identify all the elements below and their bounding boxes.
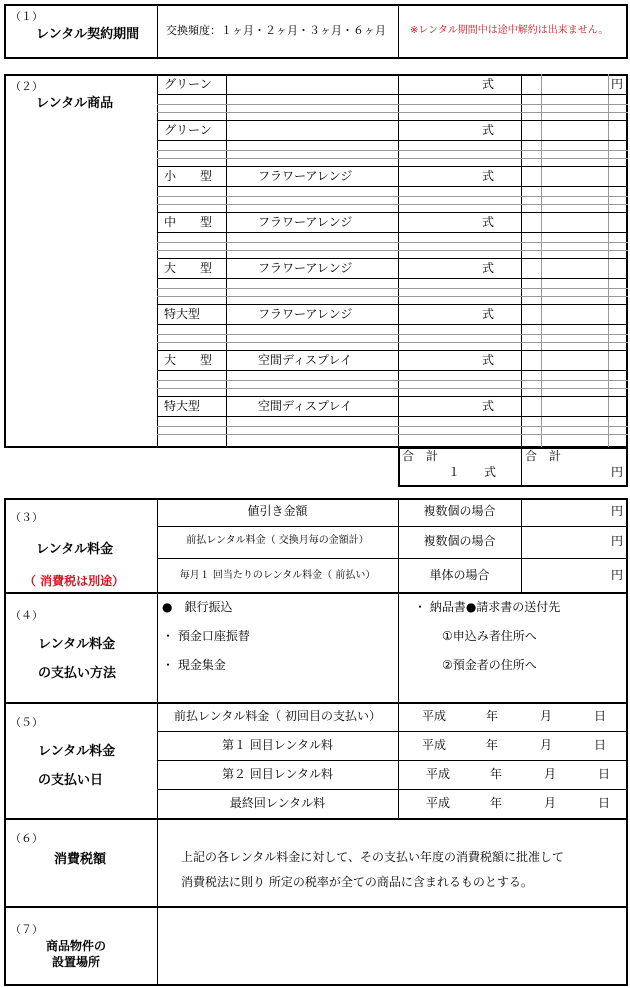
date-month: 月 <box>544 767 557 781</box>
fee-label: 前払レンタル料金（ 交換月毎の金額計） <box>186 535 369 546</box>
product-unit: 式 <box>482 169 495 183</box>
row-line <box>157 94 628 95</box>
row-line <box>157 296 628 297</box>
row-line <box>157 150 628 151</box>
date-year: 年 <box>486 709 499 723</box>
divider <box>157 558 628 559</box>
group-line <box>157 166 628 167</box>
row-line <box>157 426 628 427</box>
product-size: グリーン <box>164 77 212 91</box>
row-line <box>157 204 628 205</box>
total-quantity: １ 式 <box>448 465 497 479</box>
product-yen: 円 <box>611 77 624 91</box>
divider <box>157 760 628 761</box>
tax-statement-line2: 消費税法に則り 所定の税率が全ての商品に含まれるものとする。 <box>181 875 533 889</box>
section-number: （６） <box>10 832 43 845</box>
row-line <box>157 112 628 113</box>
divider <box>521 74 522 448</box>
group-line <box>157 350 628 351</box>
date-era: 平成 <box>422 709 447 723</box>
tax-statement-line1: 上記の各レンタル料金に対して、その支払い年度の消費税額に批准して <box>181 850 564 864</box>
date-era: 平成 <box>426 767 451 781</box>
divider <box>157 731 628 732</box>
row-line <box>157 158 628 159</box>
section-number: （１） <box>10 10 43 23</box>
section-number: （２） <box>10 80 43 93</box>
date-year: 年 <box>486 738 499 752</box>
delivery-option-applicant: ①申込み者住所へ <box>442 629 537 643</box>
row-line <box>157 140 628 141</box>
product-unit: 式 <box>482 399 495 413</box>
product-type: フラワーアレンジ <box>258 215 353 229</box>
product-type: フラワーアレンジ <box>258 169 353 183</box>
divider <box>541 74 542 448</box>
payment-date-label: 第２ 回目レンタル料 <box>221 767 334 781</box>
fee-label: 毎月１ 回当たりのレンタル料金（ 前払い） <box>179 570 376 581</box>
date-era: 平成 <box>422 738 447 752</box>
section-number: （５） <box>10 716 43 729</box>
product-size: グリーン <box>164 123 212 137</box>
divider <box>157 74 158 448</box>
group-line <box>157 120 628 121</box>
row-line <box>157 388 628 389</box>
divider <box>157 526 628 527</box>
group-line <box>157 258 628 259</box>
date-month: 月 <box>540 709 553 723</box>
date-day: 日 <box>594 738 607 752</box>
divider <box>4 592 628 594</box>
fee-case: 複数個の場合 <box>423 534 496 548</box>
product-unit: 式 <box>482 123 495 137</box>
section-title: レンタル料金 <box>36 542 114 557</box>
cancellation-note: ※レンタル期間中は途中解約は出来ません。 <box>410 25 609 36</box>
payment-date-label: 最終回レンタル料 <box>229 796 326 810</box>
exchange-frequency: 交換頻度：１ヶ月・２ヶ月・３ヶ月・６ヶ月 <box>166 24 386 37</box>
row-line <box>157 380 628 381</box>
product-type: フラワーアレンジ <box>258 307 353 321</box>
product-unit: 式 <box>482 215 495 229</box>
divider <box>157 789 628 790</box>
date-day: 日 <box>598 796 611 810</box>
fee-yen: 円 <box>611 504 624 518</box>
product-type: 空間ディスプレイ <box>258 399 352 413</box>
row-line <box>157 104 628 105</box>
product-size: 特大型 <box>164 399 201 413</box>
product-unit: 式 <box>482 353 495 367</box>
row-line <box>157 288 628 289</box>
delivery-option-depositor: ②預金者の住所へ <box>442 658 537 672</box>
row-line <box>157 342 628 343</box>
fee-case: 複数個の場合 <box>423 504 496 518</box>
fee-label: 値引き金額 <box>247 504 308 518</box>
product-size: 大 型 <box>164 353 213 367</box>
section-title: レンタル契約期間 <box>36 27 140 42</box>
section-title: の支払い方法 <box>38 666 117 681</box>
row-line <box>157 370 628 371</box>
row-line <box>157 250 628 251</box>
total-label: 合 計 <box>402 449 439 463</box>
date-month: 月 <box>544 796 557 810</box>
divider <box>398 74 399 448</box>
row-line <box>157 324 628 325</box>
product-unit: 式 <box>482 261 495 275</box>
date-day: 日 <box>598 767 611 781</box>
divider <box>521 447 522 487</box>
section-number: （４） <box>10 609 43 622</box>
section-number: （７） <box>10 923 43 936</box>
section-title: 商品物件の <box>46 939 107 953</box>
payment-date-label: 第１ 回目レンタル料 <box>221 738 334 752</box>
date-era: 平成 <box>426 796 451 810</box>
section-number: （３） <box>10 511 43 524</box>
total-label: 合 計 <box>525 449 562 463</box>
row-line <box>157 196 628 197</box>
section-title: 消費税額 <box>54 852 107 867</box>
payment-method-bank: ● 銀行振込 <box>162 600 233 614</box>
row-line <box>157 232 628 233</box>
row-line <box>157 278 628 279</box>
product-size: 特大型 <box>164 307 201 321</box>
product-size: 小 型 <box>164 169 213 183</box>
payment-method-cash: ・ 現金集金 <box>162 658 226 672</box>
date-year: 年 <box>490 767 503 781</box>
row-line <box>157 434 628 435</box>
delivery-title: ・ 納品書●請求書の送付先 <box>414 600 561 614</box>
group-line <box>157 304 628 305</box>
row-line <box>157 186 628 187</box>
fee-case: 単体の場合 <box>429 568 490 582</box>
section-title: 設置場所 <box>52 955 101 969</box>
section-title: レンタル商品 <box>36 96 114 111</box>
divider <box>4 818 628 820</box>
product-type: フラワーアレンジ <box>258 261 353 275</box>
row-line <box>157 416 628 417</box>
fee-yen: 円 <box>611 568 624 582</box>
divider <box>398 4 399 59</box>
section-title: の支払い日 <box>38 773 104 788</box>
payment-date-label: 前払レンタル料金（ 初回目の支払い） <box>173 709 382 723</box>
product-type: 空間ディスプレイ <box>258 353 352 367</box>
product-size: 中 型 <box>164 215 213 229</box>
date-month: 月 <box>540 738 553 752</box>
installation-location-field[interactable] <box>159 908 626 984</box>
payment-method-debit: ・ 預金口座振替 <box>162 629 250 643</box>
tax-note: （ 消費税は別途） <box>24 574 125 588</box>
product-unit: 式 <box>482 307 495 321</box>
row-line <box>157 242 628 243</box>
divider <box>226 74 227 448</box>
divider <box>398 592 399 702</box>
section-title: レンタル料金 <box>38 637 116 652</box>
divider <box>608 74 609 448</box>
date-day: 日 <box>594 709 607 723</box>
section-title: レンタル料金 <box>38 744 116 759</box>
divider <box>157 4 158 59</box>
product-size: 大 型 <box>164 261 213 275</box>
row-line <box>157 334 628 335</box>
total-yen: 円 <box>611 465 624 479</box>
date-year: 年 <box>490 796 503 810</box>
product-unit: 式 <box>482 77 495 91</box>
divider <box>521 498 522 592</box>
fee-yen: 円 <box>611 534 624 548</box>
group-line <box>157 396 628 397</box>
group-line <box>157 212 628 213</box>
divider <box>4 702 628 704</box>
